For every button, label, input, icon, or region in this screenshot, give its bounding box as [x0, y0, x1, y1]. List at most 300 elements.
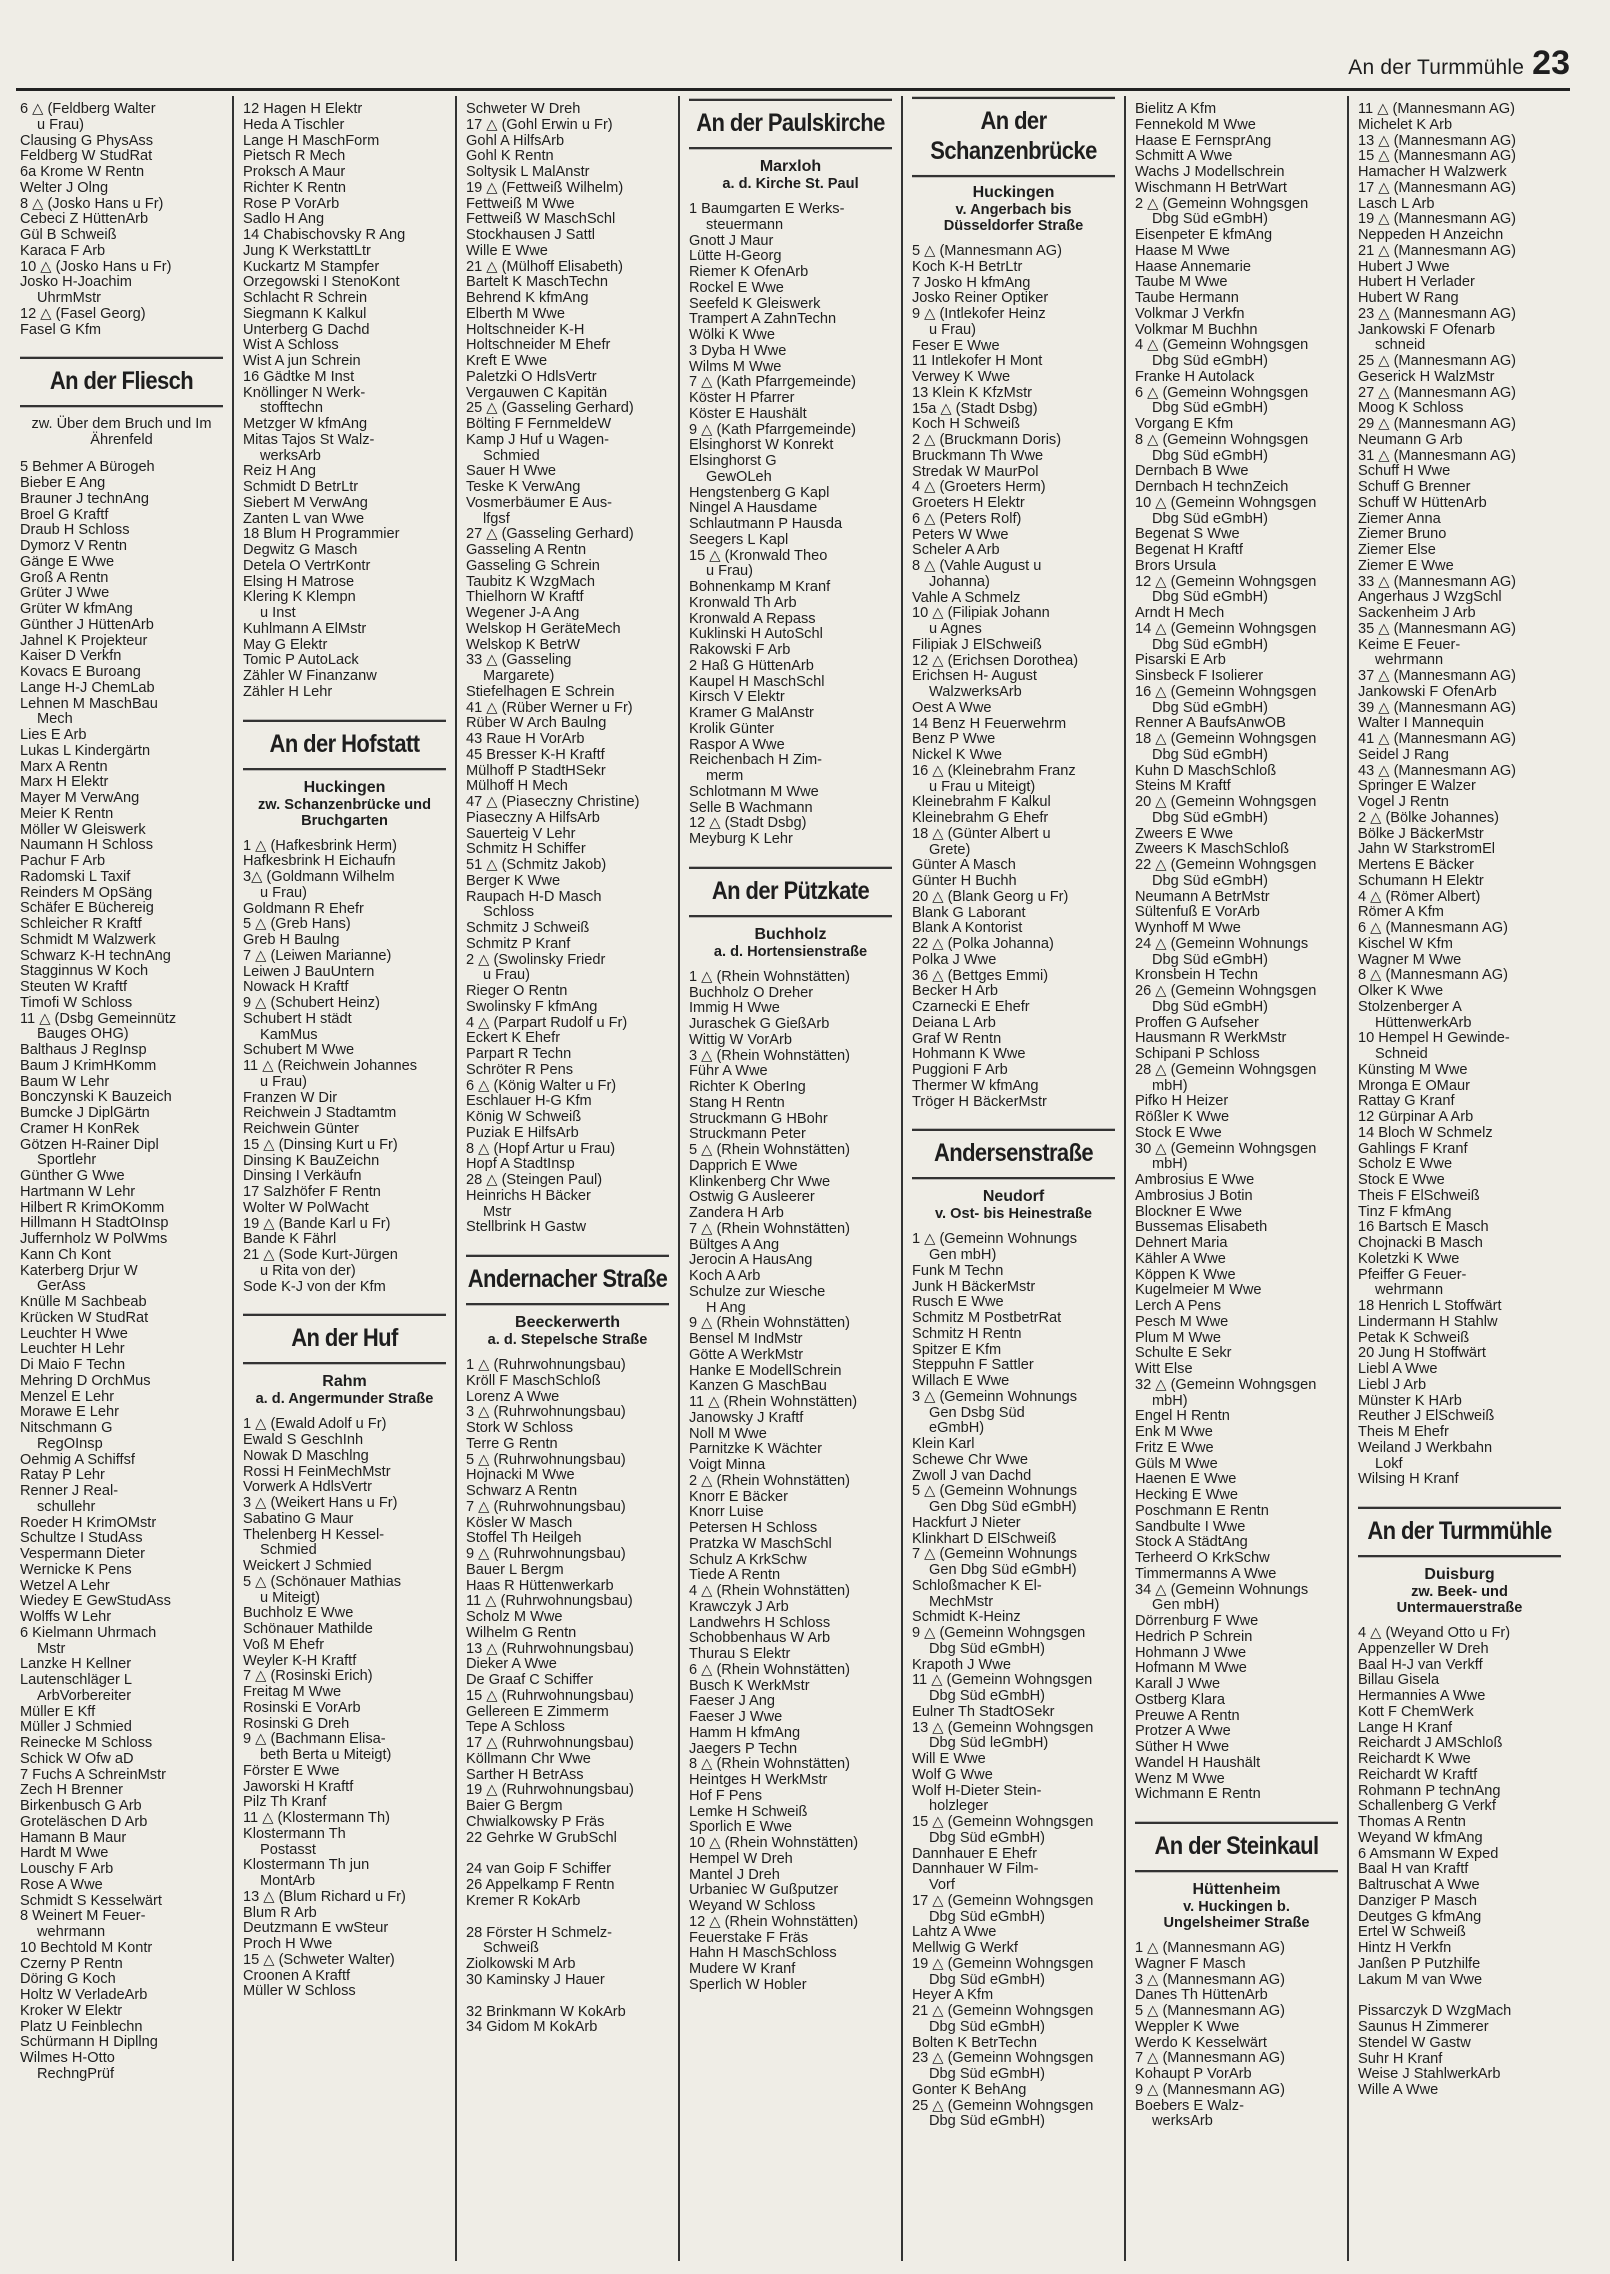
entry: Richter K OberIng	[689, 1080, 806, 1095]
entry: Krücken W StudRat	[20, 1310, 149, 1326]
entry: Siebert M VerwAng	[243, 495, 368, 511]
entry: 15 △ (Schweter Walter)	[243, 1952, 395, 1968]
entry: Cebeci Z HüttenArb	[20, 212, 149, 228]
entry: Walter I Mannequin	[1358, 716, 1484, 732]
entry: 16 △ (Kleinebrahm Franz	[912, 763, 1076, 779]
entry-continuation: UhrmMstr	[37, 291, 102, 306]
entry: 14 △ (Gemeinn Wohngsgen	[1135, 621, 1317, 637]
entry: Schönauer Mathilde	[243, 1622, 373, 1637]
entry-continuation: WalzwerksArb	[929, 685, 1022, 700]
entry: Hedrich P Schrein	[1135, 1629, 1253, 1645]
entry: 23 △ (Mannesmann AG)	[1358, 306, 1517, 322]
entry: Sauer H Wwe	[466, 464, 557, 480]
entry: Hermannies A Wwe	[1358, 1689, 1486, 1704]
entry: Enk M Wwe	[1135, 1425, 1213, 1440]
entry: Steuten W Kraftf	[20, 980, 128, 995]
entry: Di Maio F Techn	[20, 1358, 126, 1373]
entry: Olker K Wwe	[1358, 984, 1444, 999]
entry: 10 △ (Filipiak Johann	[912, 606, 1050, 622]
entry: Selle B Wachmann	[689, 800, 813, 816]
entry: Rüber W Arch Baulng	[466, 716, 607, 732]
entry: 9 △ (Schubert Heinz)	[243, 996, 380, 1011]
entry: 7 Josko H kfmAng	[912, 275, 1031, 291]
entry-continuation: Grete)	[929, 842, 971, 858]
entry: 6 △ (Rhein Wohnstätten)	[689, 1662, 851, 1678]
entry: Neumann A BetrMstr	[1135, 889, 1270, 905]
entry: 27 △ (Mannesmann AG)	[1358, 385, 1517, 401]
entry: Schmitz J Schweiß	[466, 921, 590, 936]
entry: 25 △ (Gemeinn Wohngsgen	[912, 2098, 1094, 2114]
entry: Richter K Rentn	[243, 180, 347, 196]
entry: Schuff H Wwe	[1358, 464, 1451, 480]
entry: 10 Bechtold M Kontr	[20, 1940, 153, 1956]
entry: Hojnacki M Wwe	[466, 1468, 575, 1484]
entry: 13 △ (Blum Richard u Fr)	[243, 1889, 406, 1905]
entry: Schubert M Wwe	[243, 1043, 355, 1059]
entry: Spitzer E Kfm	[912, 1342, 1002, 1358]
entry: 7 Fuchs A SchreinMstr	[20, 1767, 166, 1783]
entry: Klering K Klempn	[243, 590, 356, 606]
entry: 28 Förster H Schmelz-	[466, 1925, 612, 1941]
entry: 6 △ (Feldberg Walter	[20, 102, 156, 117]
spacer	[466, 1846, 669, 1862]
entry: 2 △ (Gemeinn Wohngsgen	[1135, 196, 1309, 212]
entry-continuation: Dbg Süd eGmbH)	[1152, 747, 1268, 763]
entry: Hengstenberg G Kapl	[689, 485, 830, 501]
entry: Reichwein Günter	[243, 1122, 359, 1137]
entry: Lanzke H Kellner	[20, 1657, 132, 1673]
entry: Dannhauer W Film-	[912, 1862, 1039, 1878]
entry: Elsinghorst G	[689, 454, 777, 469]
header-rule	[16, 88, 1570, 91]
entry: Meier K Rentn	[20, 806, 114, 822]
entry: Münster K HArb	[1358, 1393, 1462, 1409]
entry: Gohl K Rentn	[466, 149, 554, 165]
entry: Lange H Kranf	[1358, 1720, 1453, 1736]
entry: Blum R Arb	[243, 1905, 317, 1921]
entry: Eisenpeter E kfmAng	[1135, 228, 1273, 243]
entry: Haase M Wwe	[1135, 243, 1230, 259]
entry: Puziak E HilfsArb	[466, 1125, 579, 1141]
entry: 22 △ (Gemeinn Wohngsgen	[1135, 858, 1317, 873]
street-extent: a. d. Angermunder Straße	[255, 1391, 434, 1408]
entry: 11 △ (Dsbg Gemeinnütz	[20, 1011, 177, 1027]
entry: Schmitz H Schiffer	[466, 842, 586, 858]
entry: Müller E Kff	[20, 1704, 96, 1720]
entry: Heda A Tischler	[243, 117, 345, 133]
entry: Künsting M Wwe	[1358, 1062, 1468, 1078]
entry: 11 △ (Gemeinn Wohngsgen	[912, 1673, 1093, 1689]
entry-continuation: MontArb	[260, 1874, 316, 1889]
entry-continuation: Gen mbH)	[929, 1248, 997, 1263]
entry: Karall J Wwe	[1135, 1677, 1221, 1692]
entry: Kleinebrahm G Ehefr	[912, 811, 1049, 826]
entry: 13 Klein K KfzMstr	[912, 385, 1033, 401]
entry-continuation: Dbg Süd eGmbH)	[1152, 873, 1268, 889]
entry: Nitschmann G	[20, 1421, 113, 1436]
entry: 17 △ (Gemeinn Wohngsgen	[912, 1893, 1094, 1909]
entry: Schmitt A Wwe	[1135, 149, 1233, 165]
entry: 22 Gehrke W GrubSchl	[466, 1830, 617, 1846]
district-name: Marxloh	[759, 158, 822, 175]
entry: 26 △ (Gemeinn Wohngsgen	[1135, 984, 1317, 999]
entry: Hausmann R WerkMstr	[1135, 1031, 1287, 1047]
entry: Seidel J Rang	[1358, 747, 1449, 763]
entry: Leuchter H Wwe	[20, 1326, 128, 1342]
entry: Franke H Autolack	[1135, 369, 1255, 385]
entry: 19 △ (Bande Karl u Fr)	[243, 1216, 391, 1232]
entry: Pilz Th Kranf	[243, 1795, 327, 1811]
entry: Benz P Wwe	[912, 732, 996, 748]
entry: 21 △ (Gemeinn Wohngsgen	[912, 2004, 1094, 2019]
entry: Chwialkowsky P Fräs	[466, 1814, 605, 1830]
entry: Goldmann R Ehefr	[243, 901, 364, 917]
entry: 17 △ (Mannesmann AG)	[1358, 180, 1517, 196]
entry: 18 △ (Gemeinn Wohngsgen	[1135, 732, 1317, 747]
entry: 1 △ (Gemeinn Wohnungs	[912, 1232, 1078, 1248]
entry: Immig H Wwe	[689, 1001, 780, 1017]
entry: Wiedey E GewStudAss	[20, 1594, 171, 1610]
entry: 7 △ (Kath Pfarrgemeinde)	[689, 375, 856, 391]
entry: Gasseling G Schrein	[466, 558, 600, 574]
entry: Dapprich E Wwe	[689, 1158, 798, 1174]
entry: Pissarczyk D WzgMach	[1358, 2004, 1512, 2020]
entry: Wagner M Wwe	[1358, 952, 1462, 968]
entry: Schäfer E Büchereig	[20, 901, 154, 917]
entry: Hardt M Wwe	[20, 1846, 109, 1862]
entry: 10 △ (Gemeinn Wohngsgen	[1135, 495, 1317, 511]
entry: 5 △ (Mannesmann AG)	[1135, 2004, 1285, 2019]
entry: Struckmann G HBohr	[689, 1111, 828, 1127]
entry: Lautenschläger L	[20, 1673, 132, 1688]
entry: 34 △ (Gemeinn Wohnungs	[1135, 1582, 1309, 1598]
entry: Ratay P Lehr	[20, 1468, 105, 1484]
entry: Schweter W Dreh	[466, 102, 581, 117]
entry: 13 △ (Ruhrwohnungsbau)	[466, 1641, 634, 1657]
entry: 28 △ (Gemeinn Wohngsgen	[1135, 1062, 1317, 1078]
entry: Feuerstake F Fräs	[689, 1930, 809, 1946]
entry: Elberth M Wwe	[466, 306, 565, 322]
entry: Wagner F Masch	[1135, 1956, 1246, 1972]
entry: Stellbrink H Gastw	[466, 1220, 587, 1236]
entry: Tröger H BäckerMstr	[912, 1094, 1047, 1110]
entry: Schmidt D BetrLtr	[243, 480, 359, 495]
entry: Becker H Arb	[912, 984, 998, 1000]
street-extent: a. d. Kirche St. Paul	[722, 176, 859, 192]
entry: Wölki K Wwe	[689, 328, 775, 343]
entry: Sinsbeck F Isolierer	[1135, 669, 1264, 684]
entry: 34 Gidom M KokArb	[466, 2020, 598, 2036]
entry: 30 Kaminsky J Hauer	[466, 1972, 605, 1988]
entry-continuation: RegOInsp	[37, 1436, 103, 1452]
entry: Baal H van Kraftf	[1358, 1862, 1469, 1878]
entry: Schwarz K-H technAng	[20, 948, 171, 964]
entry: 11 Intlekofer H Mont	[912, 354, 1043, 370]
entry: Cramer H KonRek	[20, 1121, 140, 1137]
entry: Vosmerbäumer E Aus-	[466, 495, 613, 511]
entry: 3 Dyba H Wwe	[689, 343, 787, 359]
entry: 25 △ (Mannesmann AG)	[1358, 354, 1517, 369]
entry: 9 △ (Intlekofer Heinz	[912, 307, 1046, 322]
entry: Freitag M Wwe	[243, 1685, 342, 1700]
column-3	[455, 96, 678, 2261]
entry: Mertens E Bäcker	[1358, 858, 1474, 873]
street-heading: An der Turmmühle	[1358, 1507, 1561, 1558]
entry: 5 △ (Ruhrwohnungsbau)	[466, 1452, 626, 1468]
street-heading: An der Steinkaul	[1135, 1822, 1338, 1873]
entry: Kaiser D Verkfn	[20, 649, 122, 665]
entry: Brors Ursula	[1135, 558, 1217, 574]
entry: Lütte H-Georg	[689, 249, 782, 265]
entry: Nowack H Kraftf	[243, 980, 349, 996]
entry-continuation: schneid	[1375, 338, 1426, 354]
entry-continuation: Vorf	[929, 1878, 955, 1893]
district-name: Huckingen	[972, 184, 1055, 201]
entry: 14 Benz H Feuerwehrm	[912, 716, 1067, 732]
entry: Landwehrs H Schloss	[689, 1615, 831, 1631]
entry: Koch K-H BetrLtr	[912, 259, 1023, 275]
entry: Funk M Techn	[912, 1263, 1004, 1279]
entry: Heyer A Kfm	[912, 1988, 994, 2004]
entry: Petersen H Schloss	[689, 1521, 818, 1536]
entry: Schröter R Pens	[466, 1062, 574, 1078]
entry: Kann Ch Kont	[20, 1247, 111, 1263]
entry-continuation: merm	[706, 769, 744, 784]
entry: Stiefelhagen E Schrein	[466, 684, 615, 700]
entry: Reuther J ElSchweiß	[1358, 1409, 1495, 1425]
entry: Filipiak J ElSchweiß	[912, 637, 1042, 653]
entry: Sandbulte I Wwe	[1135, 1519, 1246, 1535]
entry: Jahnel K Projekteur	[20, 633, 148, 649]
entry: Gonter K BehAng	[912, 2082, 1027, 2098]
entry: Karaca F Arb	[20, 243, 106, 259]
entry: 6 △ (Gemeinn Wohngsgen	[1135, 385, 1309, 401]
entry: Schallenberg G Verkf	[1358, 1799, 1496, 1815]
entry: Knöllinger N Werk-	[243, 385, 366, 401]
entry: Sauerteig V Lehr	[466, 826, 576, 842]
entry-continuation: GerAss	[37, 1279, 86, 1295]
entry: De Graaf C Schiffer	[466, 1673, 594, 1688]
column-1	[18, 96, 232, 2261]
entry: Thurau S Elektr	[689, 1647, 791, 1662]
entry-continuation: GewOLeh	[706, 469, 772, 485]
entry: Rose A Wwe	[20, 1877, 103, 1893]
column-4	[678, 96, 901, 2261]
spacer	[466, 1989, 669, 2005]
entry: Tomic P AutoLack	[243, 653, 359, 669]
entry: Wittig W VorArb	[689, 1032, 792, 1048]
entry: Wist A jun Schrein	[243, 354, 361, 369]
entry: Erichsen H- August	[912, 669, 1037, 685]
entry: Günther G Wwe	[20, 1169, 125, 1184]
entry: Eschlauer H-G Kfm	[466, 1094, 592, 1110]
entry: Ambrosius E Wwe	[1135, 1173, 1255, 1188]
entry: Jaegers P Techn	[689, 1741, 798, 1757]
entry: 3 △ (Weikert Hans u Fr)	[243, 1496, 398, 1511]
entry: Thermer W kfmAng	[912, 1078, 1039, 1094]
entry: Sadlo H Ang	[243, 212, 325, 228]
street-heading: Andersenstraße	[912, 1129, 1115, 1180]
entry: Bartelt K MaschTechn	[466, 275, 608, 291]
entry: 51 △ (Schmitz Jakob)	[466, 858, 607, 873]
entry: Arndt H Mech	[1135, 606, 1225, 621]
entry: Tepe A Schloss	[466, 1720, 565, 1736]
directory-columns	[18, 96, 1570, 2261]
entry: Vorgang E Kfm	[1135, 417, 1234, 432]
entry: Hohmann J Wwe	[1135, 1645, 1247, 1661]
entry: 11 △ (Ruhrwohnungsbau)	[466, 1594, 633, 1610]
entry: Moog K Schloss	[1358, 401, 1464, 417]
entry: 1 △ (Ruhrwohnungsbau)	[466, 1358, 626, 1373]
entry: 26 Appelkamp F Rentn	[466, 1878, 615, 1893]
entry: Schumann H Elektr	[1358, 873, 1484, 889]
entry: 21 △ (Mülhoff Elisabeth)	[466, 259, 623, 275]
entry: 13 △ (Gemeinn Wohngsgen	[912, 1720, 1094, 1736]
entry: Vergauwen C Kapitän	[466, 385, 608, 401]
entry-continuation: u Frau u Miteigt)	[929, 779, 1036, 795]
entry: Kronwald Th Arb	[689, 595, 797, 611]
entry: 9 △ (Rhein Wohnstätten)	[689, 1316, 851, 1332]
entry: 11 △ (Rhein Wohnstätten)	[689, 1395, 858, 1410]
entry-continuation: Dbg Süd eGmbH)	[1152, 999, 1268, 1015]
entry: Heintges H WerkMstr	[689, 1773, 828, 1788]
entry: Möller W Gleiswerk	[20, 822, 146, 838]
entry: Süther H Wwe	[1135, 1740, 1230, 1755]
entry: Weyler K-H Kraftf	[243, 1653, 357, 1669]
entry: 14 Chabischovsky R Ang	[243, 228, 406, 243]
entry: Zandera H Arb	[689, 1206, 784, 1221]
entry-continuation: Bauges OHG)	[37, 1027, 129, 1043]
entry: Bielitz A Kfm	[1135, 102, 1217, 117]
entry: 15 △ (Ruhrwohnungsbau)	[466, 1688, 634, 1704]
entry: Götzen H-Rainer Dipl	[20, 1137, 159, 1153]
entry: 20 △ (Blank Georg u Fr)	[912, 889, 1069, 905]
entry: Appenzeller W Dreh	[1358, 1641, 1489, 1657]
entry: Dymorz V Rentn	[20, 539, 128, 554]
entry: Günter A Masch	[912, 858, 1016, 874]
street-heading: An der Pützkate	[689, 866, 892, 917]
entry-continuation: Dbg Süd eGmbH)	[929, 2019, 1045, 2035]
entry: 7 △ (Rhein Wohnstätten)	[689, 1221, 851, 1237]
entry: Stockhausen J Sattl	[466, 228, 595, 243]
entry: 15a △ (Stadt Dsbg)	[912, 401, 1038, 417]
entry: Rosinski G Dreh	[243, 1716, 350, 1732]
entry: Siegmann K Kalkul	[243, 306, 367, 322]
entry: Holtschneider K-H	[466, 322, 585, 338]
street-extent: zw. Beek- und Untermauerstraße	[1396, 1584, 1523, 1616]
entry: Knülle M Sachbeab	[20, 1295, 147, 1310]
entry: 19 △ (Fettweiß Wilhelm)	[466, 180, 624, 196]
entry: Kaupel H MaschSchl	[689, 674, 825, 690]
entry: Wegener J-A Ang	[466, 606, 580, 621]
entry-continuation: Johanna)	[929, 574, 990, 590]
entry: 20 △ (Gemeinn Wohngsgen	[1135, 795, 1317, 810]
entry-continuation: Dbg Süd eGmbH)	[1152, 212, 1268, 228]
entry: Neumann G Arb	[1358, 432, 1463, 448]
entry: 19 △ (Ruhrwohnungsbau)	[466, 1783, 634, 1799]
entry: 4 △ (Weyand Otto u Fr)	[1358, 1626, 1511, 1641]
entry: Danziger P Masch	[1358, 1893, 1477, 1909]
entry: Ziolkowski M Arb	[466, 1957, 576, 1972]
entry: Baum J KrimHKomm	[20, 1058, 157, 1074]
entry: 4 △ (Groeters Herm)	[912, 480, 1046, 496]
entry: Haase E FernsprAng	[1135, 133, 1272, 149]
district-name: Beeckerwerth	[515, 1314, 620, 1331]
entry: Bauer L Bergm	[466, 1562, 564, 1578]
entry: Kamp J Huf u Wagen-	[466, 432, 610, 448]
entry: Kirsch V Elektr	[689, 690, 785, 706]
entry-continuation: Dbg Süd eGmbH)	[929, 1972, 1045, 1988]
entry: Mantel J Dreh	[689, 1867, 780, 1883]
entry-continuation: Schmied	[483, 448, 540, 464]
entry: 17 △ (Ruhrwohnungsbau)	[466, 1736, 634, 1751]
entry: Theis M Ehefr	[1358, 1425, 1449, 1440]
entry: 8 △ (Josko Hans u Fr)	[20, 196, 164, 212]
entry: 8 △ (Vahle August u	[912, 559, 1042, 574]
entry: Wernicke K Pens	[20, 1562, 132, 1578]
entry: Pfeiffer G Feuer-	[1358, 1267, 1467, 1283]
entry: 8 △ (Rhein Wohnstätten)	[689, 1757, 851, 1773]
entry: 25 △ (Gasseling Gerhard)	[466, 401, 634, 417]
entry: Kroker W Elektr	[20, 2003, 123, 2019]
entry: Rusch E Wwe	[912, 1295, 1004, 1311]
entry: Elsing H Matrose	[243, 574, 355, 590]
entry: Weickert J Schmied	[243, 1559, 372, 1574]
entry: Orzegowski I StenoKont	[243, 275, 400, 291]
entry: Wilhelm G Rentn	[466, 1625, 577, 1641]
entry: Schlautmann P Hausda	[689, 517, 843, 532]
entry: Rossi H FeinMechMstr	[243, 1464, 391, 1480]
entry: 14 Bloch W Schmelz	[1358, 1125, 1493, 1141]
entry: 4 △ (Rhein Wohnstätten)	[689, 1584, 851, 1599]
entry: 13 △ (Mannesmann AG)	[1358, 133, 1517, 149]
entry: Poschmann E Rentn	[1135, 1503, 1269, 1519]
entry: Detela O VertrKontr	[243, 558, 371, 574]
entry: Wist A Schloss	[243, 338, 339, 354]
entry: Hilbert R KrimOKomm	[20, 1200, 165, 1216]
entry: 45 Bresser K-H Kraftf	[466, 747, 605, 763]
entry: Kronwald A Repass	[689, 611, 816, 627]
entry: Schobbenhaus W Arb	[689, 1631, 831, 1647]
entry: Hofmann M Wwe	[1135, 1661, 1247, 1677]
entry: Bonczynski K Bauzeich	[20, 1090, 172, 1106]
entry: Roeder H KrimOMstr	[20, 1515, 157, 1531]
entry: 3 △ (Gemeinn Wohnungs	[912, 1389, 1078, 1405]
entry: Danes Th HüttenArb	[1135, 1988, 1268, 2004]
entry: Schulz A KrkSchw	[689, 1552, 807, 1568]
entry-continuation: u Frau)	[929, 322, 977, 338]
entry-continuation: Dbg Süd eGmbH)	[1152, 637, 1268, 653]
entry: Dernbach H technZeich	[1135, 480, 1289, 495]
entry: Stredak W MaurPol	[912, 464, 1039, 480]
entry: Klinkhart D ElSchweiß	[912, 1531, 1057, 1547]
entry: 17 △ (Gohl Erwin u Fr)	[466, 117, 613, 133]
entry: Angerhaus J WzgSchl	[1358, 590, 1502, 606]
entry: Clausing G PhysAss	[20, 133, 154, 149]
entry: 9 △ (Mannesmann AG)	[1135, 2082, 1285, 2098]
entry: 47 △ (Piaseczny Christine)	[466, 795, 640, 810]
entry: Busch K WerkMstr	[689, 1678, 810, 1694]
entry: Timmermanns A Wwe	[1135, 1566, 1277, 1582]
entry: Bolten K BetrTechn	[912, 2035, 1037, 2051]
entry: Köster E Haushält	[689, 406, 807, 422]
entry: Welskop K BetrW	[466, 637, 581, 653]
entry: Polka J Wwe	[912, 952, 997, 968]
entry: Bölting F FernmeldeW	[466, 417, 612, 432]
entry: Lorenz A Wwe	[466, 1389, 560, 1405]
entry: Paletzki O HdlsVertr	[466, 369, 597, 385]
entry-continuation: Gen Dsbg Süd	[929, 1405, 1025, 1421]
